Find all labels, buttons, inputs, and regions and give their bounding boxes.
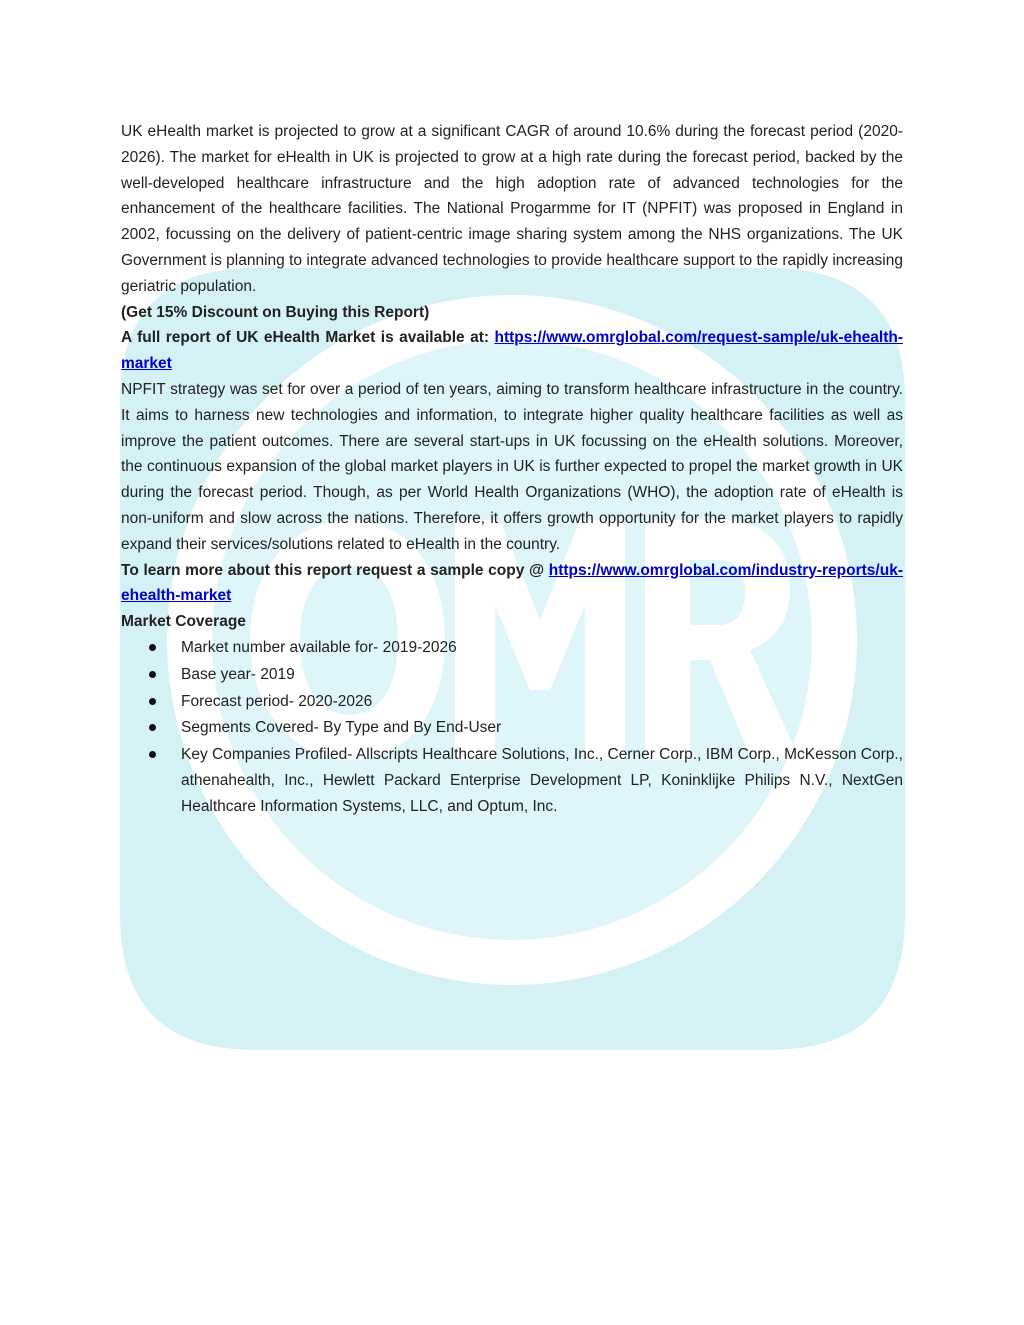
list-item [121,742,903,819]
list-item-text: Forecast period- 2020-2026 [181,692,373,710]
bullet-icon [149,698,156,705]
market-coverage-heading: Market Coverage [121,613,246,631]
document-body [121,119,903,821]
list-item-text: Key Companies Profiled- Allscripts Healthcare Solutions, Inc., Cerner Corp., IBM Corp., McKesson Corp., athenahealth, Inc., Hewlett Packard Enterprise Development LP, Koninklijke Philips N.V., NextGen Healthcare Information Systems, LLC, and Optum, Inc. [181,746,903,815]
bullet-icon [149,724,156,731]
full-report-line [121,325,903,377]
list-item-text: Segments Covered- By Type and By End-User [181,719,502,737]
learn-more-lead: To learn more about this report request a sample copy @ [121,561,549,579]
list-item [121,715,903,741]
full-report-lead: A full report of UK eHealth Market is available at: [121,329,495,347]
list-item [121,635,903,661]
discount-offer: (Get 15% Discount on Buying this Report) [121,303,430,321]
intro-paragraph: UK eHealth market is projected to grow at a significant CAGR of around 10.6% during the forecast period (2020-2026). The market for eHealth in UK is projected to grow at a high rate during the forecast period, backed by the well-developed healthcare infrastructure and the high adoption rate of advanced technologies for the enhancement of the healthcare facilities. The National Progarmme for IT (NPFIT) was proposed in England in 2002, focussing on the delivery of patient-centric image sharing system among the NHS organizations. The UK Government is planning to integrate advanced technologies to provide healthcare support to the rapidly increasing geriatric population. [121,123,903,295]
list-item [121,662,903,688]
list-item [121,689,903,715]
market-coverage-list [121,635,903,820]
industry-report-link[interactable]: https://www.omrglobal.com/industry-reports/uk-ehealth-market [121,561,903,605]
bullet-icon [149,671,156,678]
bullet-icon [149,644,156,651]
list-item-text: Base year- 2019 [181,665,295,683]
learn-more-line [121,558,903,610]
list-item-text: Market number available for- 2019-2026 [181,638,457,656]
request-sample-link[interactable]: https://www.omrglobal.com/request-sample/uk-ehealth-market [121,329,903,373]
npfit-paragraph: NPFIT strategy was set for over a period of ten years, aiming to transform healthcare infrastructure in the country. It aims to harness new technologies and information, to integrate higher quality healthcare facilities as well as improve the patient outcomes. There are several start-ups in UK focussing on the eHealth solutions. Moreover, the continuous expansion of the global market players in UK is further expected to propel the market growth in UK during the forecast period. Though, as per World Health Organizations (WHO), the adoption rate of eHealth is non-uniform and slow across the nations. Therefore, it offers growth opportunity for the market players to rapidly expand their services/solutions related to eHealth in the country. [121,380,903,553]
bullet-icon [149,751,156,758]
